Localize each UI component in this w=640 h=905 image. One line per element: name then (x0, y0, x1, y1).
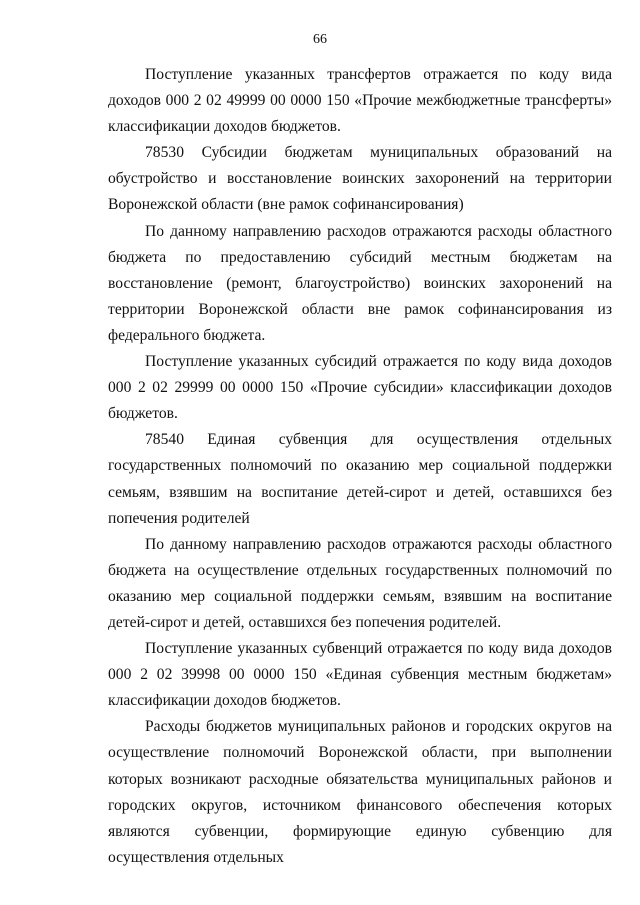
paragraph-78540-heading: 78540 Единая субвенция для осуществления отдельных государственных полномочий по оказанию мер социальной поддержки семьям, взявшим на воспитание детей-сирот и детей, оставшихся без попечения родителей (108, 431, 612, 527)
paragraph-78530-description: По данному направлению расходов отражаются расходы областного бюджета по предоставлению субсидий местным бюджетам на восстановление (ремонт, благоустройство) воинских захоронений на территории Воронежской области вне рамок софинансирования из федерального бюджета. (108, 222, 612, 344)
paragraph-subventions-income-code: Поступление указанных субвенций отражается по коду вида доходов 000 2 02 39998 00 0000 150 «Единая субвенция местным бюджетам» классификации доходов бюджетов. (108, 640, 612, 710)
paragraph-municipal-expenses: Расходы бюджетов муниципальных районов и городских округов на осуществление полномочий Воронежской области, при выполнении которых возникают расходные обязательства муниципальных районов и городских округов, источником финансового обеспечения которых являются субвенции, формирующие единую субвенцию для осуществления отдельных (108, 718, 612, 866)
paragraph-78530-heading: 78530 Субсидии бюджетам муниципальных образований на обустройство и восстановление воинских захоронений на территории Воронежской области (вне рамок софинансирования) (108, 144, 612, 214)
paragraph-78540-description: По данному направлению расходов отражаются расходы областного бюджета на осуществление отдельных государственных полномочий по оказанию мер социальной поддержки семьям, взявшим на воспитание детей-сирот и детей, оставшихся без попечения родителей. (108, 535, 612, 631)
document-body (108, 62, 612, 871)
paragraph-transfers-income-code: Поступление указанных трансфертов отражается по коду вида доходов 000 2 02 49999 00 0000 150 «Прочие межбюджетные трансферты» классификации доходов бюджетов. (108, 66, 612, 136)
paragraph-subsidies-income-code: Поступление указанных субсидий отражается по коду вида доходов 000 2 02 29999 00 0000 150 «Прочие субсидии» классификации доходов бюджетов. (108, 353, 612, 423)
page-number: 66 (313, 32, 327, 47)
